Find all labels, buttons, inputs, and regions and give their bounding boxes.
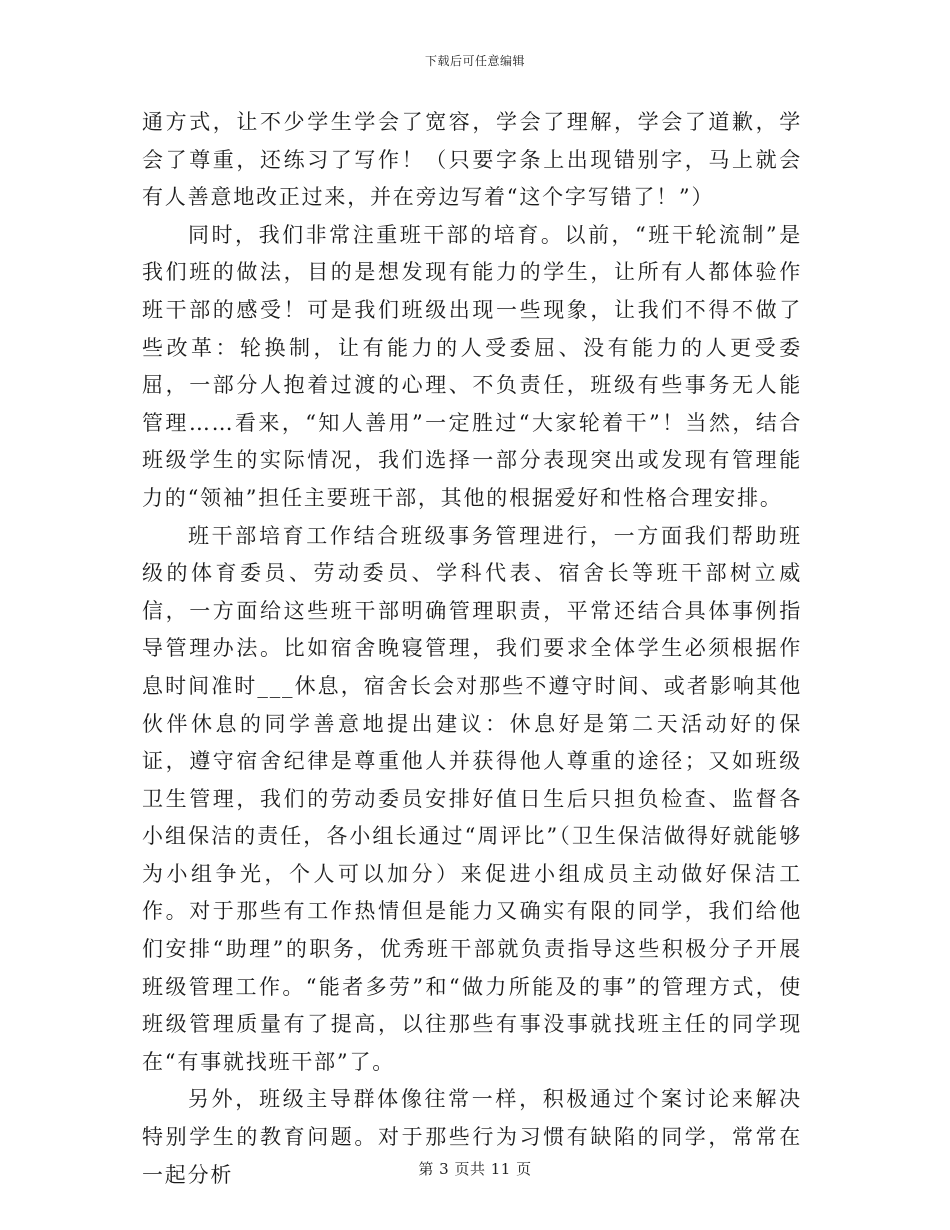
- paragraph-1: 通方式，让不少学生学会了宽容，学会了理解，学会了道歉，学会了尊重，还练习了写作！（只要字条上出现错别字，马上就会有人善意地改正过来，并在旁边写着“这个字写错了！”）: [142, 110, 802, 210]
- body-text: [142, 104, 802, 1194]
- paragraph-3: 班干部培育工作结合班级事务管理进行，一方面我们帮助班级的体育委员、劳动委员、学科代表、宿舍长等班干部树立威信，一方面给这些班干部明确管理职责，平常还结合具体事例指导管理办法。比如宿舍晚寝管理，我们要求全体学生必须根据作息时间准时___休息，宿舍长会对那些不遵守时间、或者影响其他伙伴休息的同学善意地提出建议：休息好是第二天活动好的保证，遵守宿舍纪律是尊重他人并获得他人尊重的途径；又如班级卫生管理，我们的劳动委员安排好值日生后只担负检查、监督各小组保洁的责任，各小组长通过“周评比”（卫生保洁做得好就能够为小组争光，个人可以加分）来促进小组成员主动做好保洁工作。对于那些有工作热情但是能力又确实有限的同学，我们给他们安排“助理”的职务，优秀班干部就负责指导这些积极分子开展班级管理工作。“能者多劳”和“做力所能及的事”的管理方式，使班级管理质量有了提高，以往那些有事没事就找班主任的同学现在“有事就找班干部”了。: [142, 523, 802, 1074]
- paragraph-4: 另外，班级主导群体像往常一样，积极通过个案讨论来解决特别学生的教育问题。对于那些行为习惯有缺陷的同学，常常在一起分析: [142, 1087, 802, 1187]
- page-footer: 第 3 页共 11 页: [418, 1160, 532, 1178]
- paragraph-2: 同时，我们非常注重班干部的培育。以前，“班干轮流制”是我们班的做法，目的是想发现有能力的学生，让所有人都体验作班干部的感受！可是我们班级出现一些现象，让我们不得不做了些改革：轮换制，让有能力的人受委屈、没有能力的人更受委屈，一部分人抱着过渡的心理、不负责任，班级有些事务无人能管理……看来，“知人善用”一定胜过“大家轮着干”！当然，结合班级学生的实际情况，我们选择一部分表现突出或发现有管理能力的“领袖”担任主要班干部，其他的根据爱好和性格合理安排。: [142, 222, 802, 510]
- page-header: 下载后可任意编辑: [424, 54, 525, 68]
